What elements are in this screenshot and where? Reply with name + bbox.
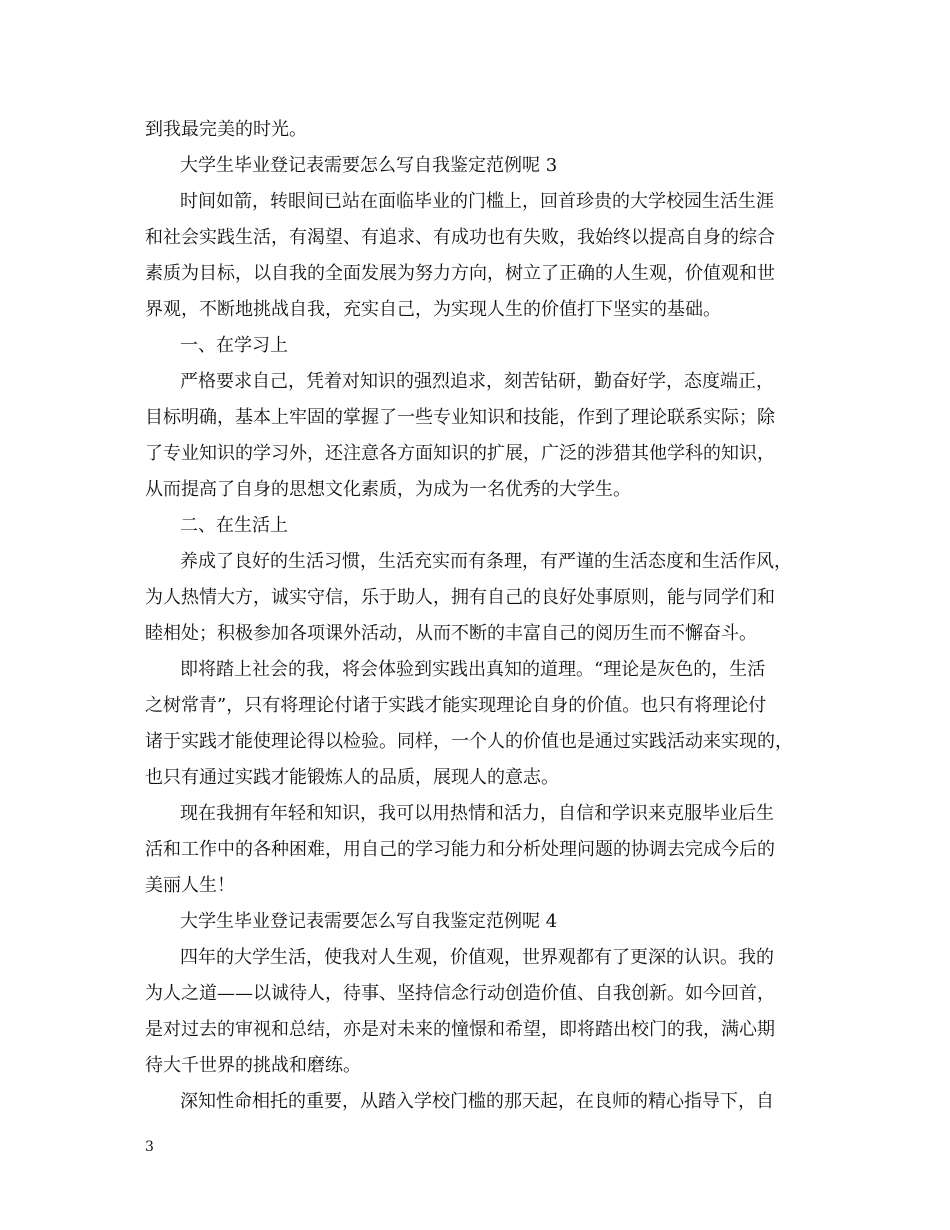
text-line: 养成了良好的生活习惯，生活充实而有条理，有严谨的生活态度和生活作风， bbox=[180, 551, 792, 572]
text-line: 之树常青”，只有将理论付诸于实践才能实现理论自身的价值。也只有将理论付 bbox=[145, 695, 767, 716]
text-line: 美丽人生！ bbox=[145, 875, 235, 896]
subsection-heading: 二、在生活上 bbox=[180, 515, 288, 536]
text-line: 诸于实践才能使理论得以检验。同样，一个人的价值也是通过实践活动来实现的， bbox=[145, 731, 793, 752]
text-line: 现在我拥有年轻和知识，我可以用热情和活力，自信和学识来克服毕业后生 bbox=[180, 803, 774, 824]
text-line: 待大千世界的挑战和磨练。 bbox=[145, 1055, 361, 1076]
text-line: 睦相处；积极参加各项课外活动，从而不断的丰富自己的阅历生而不懈奋斗。 bbox=[145, 623, 757, 644]
text-line: 从而提高了自身的思想文化素质，为成为一名优秀的大学生。 bbox=[145, 479, 631, 500]
text-line: 深知性命相托的重要，从踏入学校门槛的那天起，在良师的精心指导下，自 bbox=[180, 1091, 774, 1112]
section-heading: 大学生毕业登记表需要怎么写自我鉴定范例呢 4 bbox=[180, 911, 558, 932]
text-line: 时间如箭，转眼间已站在面临毕业的门槛上，回首珍贵的大学校园生活生涯 bbox=[180, 191, 774, 212]
text-line: 和社会实践生活，有渴望、有追求、有成功也有失败，我始终以提高自身的综合 bbox=[145, 227, 775, 248]
text-line: 为人之道——以诚待人，待事、坚持信念行动创造价值、自我创新。如今回首， bbox=[145, 983, 775, 1004]
text-line: 素质为目标，以自我的全面发展为努力方向，树立了正确的人生观，价值观和世 bbox=[145, 263, 775, 284]
text-line: 了专业知识的学习外，还注意各方面知识的扩展，广泛的涉猎其他学科的知识， bbox=[145, 443, 775, 464]
text-line: 即将踏上社会的我，将会体验到实践出真知的道理。“理论是灰色的，生活 bbox=[180, 659, 766, 680]
page-number: 3 bbox=[145, 1139, 154, 1155]
text-line: 也只有通过实践才能锻炼人的品质，展现人的意志。 bbox=[145, 767, 559, 788]
subsection-heading: 一、在学习上 bbox=[180, 335, 288, 356]
text-line: 界观，不断地挑战自我，充实自己，为实现人生的价值打下坚实的基础。 bbox=[145, 299, 721, 320]
text-line: 四年的大学生活，使我对人生观，价值观，世界观都有了更深的认识。我的 bbox=[180, 947, 774, 968]
text-line: 活和工作中的各种困难，用自己的学习能力和分析处理问题的协调去完成今后的 bbox=[145, 839, 775, 860]
section-heading: 大学生毕业登记表需要怎么写自我鉴定范例呢 3 bbox=[180, 155, 558, 176]
text-line: 严格要求自己，凭着对知识的强烈追求，刻苦钻研，勤奋好学，态度端正， bbox=[180, 371, 774, 392]
text-line: 到我最完美的时光。 bbox=[145, 119, 307, 140]
text-line: 为人热情大方，诚实守信，乐于助人，拥有自己的良好处事原则，能与同学们和 bbox=[145, 587, 775, 608]
text-line: 目标明确，基本上牢固的掌握了一些专业知识和技能，作到了理论联系实际；除 bbox=[145, 407, 775, 428]
text-line: 是对过去的审视和总结，亦是对未来的憧憬和希望，即将踏出校门的我，满心期 bbox=[145, 1019, 775, 1040]
